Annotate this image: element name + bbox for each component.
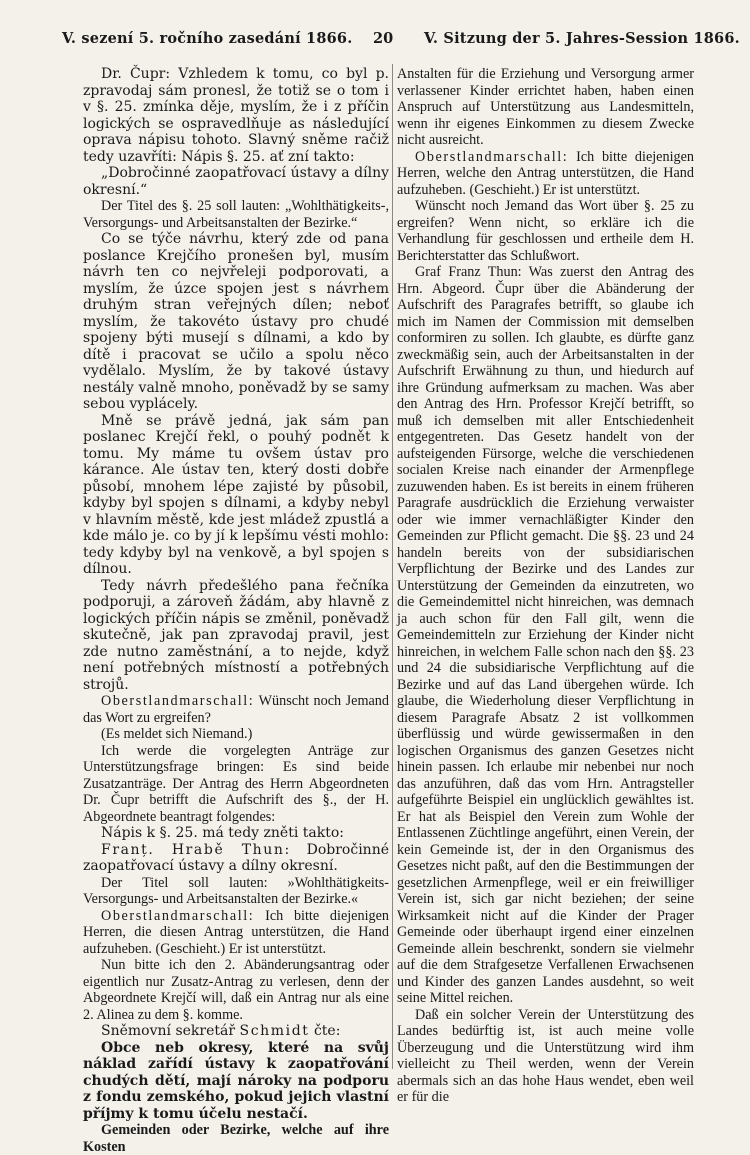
motion-text-german: Gemeinden oder Bezirke, welche auf ihre Kosten — [83, 1122, 389, 1155]
speaker-name: Franț. Hrabě Thun: — [101, 841, 291, 858]
paragraph: Wünscht noch Jemand das Wort über §. 25 zu ergreifen? Wenn nicht, so erkläre ich die Verhandlung für geschlossen und ertheile dem H. Berichterstatter das Schlußwort. — [397, 198, 694, 264]
speaker-name: Schmidt — [239, 1023, 310, 1039]
speaker-paragraph — [83, 1023, 389, 1040]
speech-text: Dobročinné zaopatřovací ústavy a dílny okresní. — [83, 841, 389, 874]
paragraph: Dr. Čupr: Vzhledem k tomu, co byl p. zpravodaj sám pronesl, že totiž se o tom i v §. 25. zmínka děje, myslím, že i z příčin logických se ospravedlňuje as následující oprava nápisu tohoto. Slavný sněme račiž tedy uzavříti: Nápis §. 25. ať zní takto: — [83, 66, 389, 165]
stage-note: (Es meldet sich Niemand.) — [101, 726, 253, 742]
speaker-name: Oberstlandmarschall: — [101, 907, 255, 924]
column-divider — [392, 64, 393, 1069]
speech-text: čte: — [313, 1023, 341, 1039]
speech-text: Ich bitte diejenigen Herren, die diesen Antrag unterstützen, die Hand aufzuheben. (Geschieht.) Er ist unterstützt. — [83, 907, 389, 957]
paragraph: Graf Franz Thun: Was zuerst den Antrag des Hrn. Abgeord. Čupr über die Abänderung der Aufschrift des Paragrafes betrifft, so glaube ich mich im Namen der Commission mit demselben conformiren zu sollen. Ich glaubte, es dürfte ganz zweckmäßig sein, auch der Arbeitsanstalten in der Aufschrift Erwähnung zu thun, und hiedurch auf ihre Gründung aufmerksam zu machen. Was aber den Antrag des Hrn. Professor Krejčí betrifft, so muß ich demselben mit aller Entschiedenheit entgegentreten. Das Gesetz handelt von der aufsteigenden Fürsorge, welche die verschiedenen socialen Kreise nach einander der Armenpflege zuzuwenden haben. Es ist bereits in einem früheren Paragrafe ausdrücklich die Erziehung verwaister oder wie immer vernachläßigter Kinder den Gemeinden zur Pflicht gemacht. Die §§. 23 und 24 handeln bereits von der subsidiarischen Verpflichtung der Bezirke und des Landes zur Unterstützung der Gemeinden da einzutreten, wo die Gemeindemittel nicht hinreichen, was demnach ja auch schon für den Fall gilt, wenn die Gemeindemitteln zur Erziehung der Kinder nicht hinreichen, in welchem Falle schon nach den §§. 23 und 24 die subsidiarische Verpflichtung auf die Bezirke und auf das Land übergehen würde. Ich glaube, die Wiederholung dieser Verpflichtung in diesem Paragrafe Absatz 2 ist vollkommen überflüssig und würde gewissermaßen in den logischen Organismus des ganzen Gesetzes nicht hinein passen. Ich erlaube mir nebenbei nur noch das anzuführen, daß das vom Hrn. Antragsteller aufgeführte Beispiel ein unglücklich gewähltes ist. Er hat als Beispiel den Verein zum Wohle der Entlassenen Züchtlinge angeführt, einen Verein, der kein Gemeinde ist, der in den Organismus des Gesetzes nicht paßt, auf den die Bestimmungen der gesetzlichen Armenpflege, weil er ein freiwilliger Verein ist, sich gar nicht beziehen; der seine Wirksamkeit nicht auf die Kinder der Prager Gemeinde oder überhaupt irgend einer einzelnen Gemeinde allein beschrenkt, sondern sie vielmehr auf die dem Strafgesetze Verfallenen Erwachsenen und Kinder des ganzen Landes ausdehnt, so weit seine Mittel reichen. — [397, 264, 694, 1006]
paragraph: Ich werde die vorgelegten Anträge zur Unterstützungsfrage bringen: Es sind beide Zusatzanträge. Der Antrag des Herrn Abgeordneten Dr. Čupr betrifft die Aufschrift des §., der H. Abgeordnete beantragt folgendes: — [83, 742, 389, 825]
page-number: 20 — [373, 30, 394, 47]
paragraph: Nápis k §. 25. má tedy zněti takto: — [101, 825, 344, 841]
quoted-title-czech: „Dobročinné zaopatřovací ústavy a dílny okresní.“ — [83, 165, 389, 198]
paragraph: Anstalten für die Erziehung und Versorgung armer verlassener Kinder errichtet haben, haben einen Anspruch auf Unterstützung aus Landesmitteln, wenn ihr eigenes Einkommen zu diesem Zwecke nicht ausreicht. — [397, 66, 694, 148]
paragraph: Der Titel soll lauten: »Wohlthätigkeits-Versorgungs- und Arbeitsanstalten der Bezirke.« — [83, 874, 389, 907]
speaker-paragraph — [83, 693, 389, 726]
left-column — [83, 66, 389, 1155]
speaker-role: Sněmovní sekretář — [101, 1023, 236, 1039]
speech-text: Wünscht noch Jemand das Wort zu ergreifen? — [83, 693, 389, 726]
motion-text-czech: Obce neb okresy, které na svůj náklad zařídí ústavy k zaopatřování chudých dětí, mají nároky na podporu z fondu zemského, pokud jejich vlastní příjmy k tomu účelu nestačí. — [83, 1039, 389, 1122]
paragraph: Nun bitte ich den 2. Abänderungsantrag oder eigentlich nur Zusatz-Antrag zu verlesen, denn der Abgeordnete Krejčí will, daß ein Antrag nur als eine 2. Alinea zu dem §. komme. — [83, 957, 389, 1023]
paragraph: Tedy návrh předešlého pana řečníka podporuji, a zároveň žádám, aby hlavně z logických příčin nápis se změnil, poněvadž skutečně, jak pan zpravodaj pravil, jest zde nutno zaměstnání, a to nejde, když není potřebných místností a potřebných strojů. — [83, 577, 389, 693]
paragraph: Daß ein solcher Verein der Unterstützung des Landes bedürftig ist, ist auch meine volle Überzeugung und die Unterstützung wird ihm vielleicht zu Theil werden, wenn der Verein abermals sich an das hohe Haus wendet, eben weil er für die — [397, 1006, 694, 1105]
header-czech: V. sezení 5. ročního zasedání 1866. — [62, 30, 353, 47]
page-header — [0, 30, 750, 54]
speech-text: Ich bitte diejenigen Herren, welche den Antrag unterstützen, die Hand aufzuheben. (Geschieht.) Er ist unterstützt. — [397, 148, 694, 198]
speaker-name: Oberstlandmarschall: — [101, 693, 255, 709]
quoted-title-german: Der Titel des §. 25 soll lauten: „Wohlthätigkeits-, Versorgungs- und Arbeitsanstalten der Bezirke.“ — [83, 198, 389, 231]
paragraph: Mně se právě jedná, jak sám pan poslanec Krejčí řekl, o pouhý podnět k tomu. My máme tu ovšem ústav pro kárance. Ale ústav ten, který dosti dobře působí, mnohem lépe zajisté by působil, kdyby byl spojen s dílnami, a kdyby nebyl v hlavním městě, kde jest mládež zpustlá a kde málo je. co by jí k lepšímu vésti mohlo: tedy kdyby byl na venkově, a byl spojen s dílnou. — [83, 412, 389, 577]
paragraph: Co se týče návrhu, který zde od pana poslance Krejčího pronešen byl, musím návrh ten co nejvřeleji podporovati, a myslím, že úzce spojen jest s návrhem druhým stran veřejných dílen; neboť myslím, že takovéto ústavy pro chudé spojeny býti musejí s dílnami, a kdo by dítě i pracovat se učilo a spolu něco vydělalo. Myslím, že by takové ústavy nestály valně mnoho, poněvadž by se samy sebou vyplácely. — [83, 231, 389, 412]
speaker-paragraph — [83, 908, 389, 958]
speaker-paragraph — [397, 149, 694, 199]
speaker-paragraph — [83, 842, 389, 875]
header-german: V. Sitzung der 5. Jahres-Session 1866. — [424, 30, 740, 47]
speaker-name: Oberstlandmarschall: — [415, 148, 569, 165]
right-column — [397, 66, 694, 1105]
